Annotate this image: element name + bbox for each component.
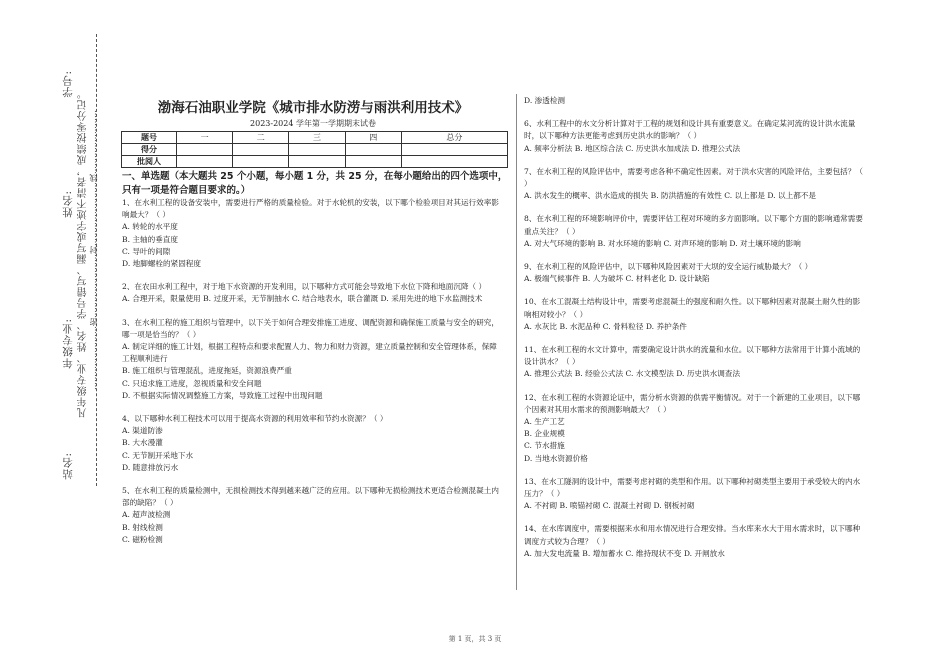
option-text: A. 制定详细的施工计划，根据工程特点和要求配置人力、物力和财力资源，建立质量控制和安全管理体系，保障工程顺利进行 bbox=[122, 342, 497, 364]
question-block bbox=[524, 523, 864, 560]
column-divider bbox=[516, 94, 517, 590]
option-text: A. 不衬砌 B. 喷锚衬砌 C. 混凝土衬砌 D. 钢板衬砌 bbox=[524, 501, 695, 511]
station-label: 站名: bbox=[62, 452, 74, 480]
right-question-list bbox=[524, 118, 864, 560]
score-header-cell: 三 bbox=[289, 132, 345, 144]
option-text: A. 洪水发生的概率、洪水造成的损失 B. 防洪措施的有效性 C. 以上都是 D. 以上都不是 bbox=[524, 191, 816, 201]
option-text: D. 当地水资源价格 bbox=[524, 453, 588, 463]
question-block bbox=[524, 476, 864, 513]
option-text: B. 企业规模 bbox=[524, 429, 565, 439]
question-spacer bbox=[122, 402, 504, 413]
option-text: A. 水灰比 B. 水泥品种 C. 骨料粒径 D. 养护条件 bbox=[524, 321, 687, 331]
option-text: B. 主轴的垂直度 bbox=[122, 234, 178, 244]
question-block bbox=[524, 213, 864, 250]
score-cell[interactable] bbox=[289, 144, 345, 156]
question-text: 6、水利工程中的水文分析计算对于工程的规划和设计具有重要意义。在确定某河流的设计洪水流量时，以下哪种方法更能考虑到历史洪水的影响？（ ） bbox=[524, 119, 856, 141]
score-header-cell: 一 bbox=[177, 132, 233, 144]
reviewer-cell[interactable] bbox=[289, 156, 345, 168]
reviewer-cell[interactable] bbox=[401, 156, 507, 168]
question-spacer bbox=[122, 306, 504, 317]
question-spacer bbox=[524, 285, 864, 296]
option-text: D. 地脚螺栓的紧固程度 bbox=[122, 259, 201, 269]
score-table-header-row bbox=[122, 132, 508, 144]
reviewer-cell[interactable] bbox=[345, 156, 401, 168]
option-text: C. 节水措施 bbox=[524, 441, 565, 451]
name-label: 姓名: bbox=[62, 190, 74, 218]
score-cell[interactable] bbox=[233, 144, 289, 156]
student-id-label: 学号: bbox=[62, 70, 74, 98]
question-text: 4、以下哪种水利工程技术可以用于提高水资源的利用效率和节约水资源？（ ） bbox=[122, 414, 388, 424]
question-block bbox=[524, 166, 864, 203]
reviewer-row bbox=[122, 156, 508, 168]
question-spacer bbox=[524, 202, 864, 213]
question-text: 11、在水利工程的水文计算中，需要确定设计洪水的流量和水位。以下哪种方法常用于计算小流域的设计洪水？（ ） bbox=[524, 345, 861, 367]
question-text: 10、在水工混凝土结构设计中，需要考虑混凝土的强度和耐久性。以下哪种因素对混凝土耐久性的影响相对较小？（ ） bbox=[524, 297, 861, 319]
option-text: C. 磁粉检测 bbox=[122, 534, 163, 544]
reviewer-cell[interactable] bbox=[233, 156, 289, 168]
question-text: 1、在水利工程的设备安装中，需要进行严格的质量检验。对于水轮机的安装，以下哪个检验项目对其运行效率影响最大？（ ） bbox=[122, 198, 499, 220]
option-text: A. 转轮的水平度 bbox=[122, 222, 178, 232]
option-text: C. 导叶的间隙 bbox=[122, 246, 171, 256]
option-text: B. 施工组织与管理混乱，进度拖延，资源浪费严重 bbox=[122, 366, 292, 376]
question-block bbox=[122, 413, 504, 474]
question-text: 7、在水利工程的风险评估中，需要考虑各种不确定性因素。对于洪水灾害的风险评估，主要包括？（ ） bbox=[524, 166, 863, 189]
option-text: A. 加大发电流量 B. 增加蓄水 C. 维持现状不变 D. 开闸放水 bbox=[524, 548, 725, 558]
question-text: 9、在水利工程的风险评估中，以下哪种风险因素对于大坝的安全运行威胁最大？（ ） bbox=[524, 262, 813, 272]
question-block bbox=[122, 281, 504, 305]
score-cell[interactable] bbox=[177, 144, 233, 156]
question-block bbox=[122, 317, 504, 402]
option-text: C. 只追求施工进度，忽视质量和安全问题 bbox=[122, 378, 262, 388]
score-row-label: 得分 bbox=[122, 144, 177, 156]
left-question-column bbox=[122, 197, 504, 546]
option-text: A. 极端气候事件 B. 人为破坏 C. 材料老化 D. 设计缺陷 bbox=[524, 274, 710, 284]
score-row bbox=[122, 144, 508, 156]
score-cell[interactable] bbox=[345, 144, 401, 156]
question-block bbox=[524, 392, 864, 465]
option-text: A. 推理公式法 B. 经验公式法 C. 水文模型法 D. 历史洪水调查法 bbox=[524, 369, 741, 379]
question-text: 13、在水工隧洞的设计中，需要考虑衬砌的类型和作用。以下哪种衬砌类型主要用于承受较大的内水压力？（ ） bbox=[524, 476, 861, 499]
grade-major-label: 年级专业: bbox=[62, 318, 74, 369]
question-text: 8、在水利工程的环境影响评价中，需要评估工程对环境的多方面影响。以下哪个方面的影响通常需要重点关注？（ ） bbox=[524, 214, 863, 236]
exam-title: 渤海石油职业学院《城市排水防涝与雨洪利用技术》 bbox=[157, 100, 469, 116]
score-header-cell: 二 bbox=[233, 132, 289, 144]
option-text: D. 随意排放污水 bbox=[122, 462, 179, 472]
question-block bbox=[524, 296, 864, 333]
question-spacer bbox=[524, 155, 864, 166]
option-text: B. 大水漫灌 bbox=[122, 438, 163, 448]
question-spacer bbox=[122, 270, 504, 281]
question-block bbox=[524, 118, 864, 155]
question-text: 12、在水利工程的水资源论证中，需分析水资源的供需平衡情况。对于一个新建的工业项目，以下哪个因素对其用水需求的预测影响最大？（ ） bbox=[524, 392, 861, 414]
option-text: B. 射线检测 bbox=[122, 522, 163, 532]
score-header-cell: 四 bbox=[345, 132, 401, 144]
question-spacer bbox=[524, 465, 864, 476]
reviewer-row-label: 批阅人 bbox=[122, 156, 177, 168]
option-text: A. 频率分析法 B. 地区综合法 C. 历史洪水加成法 D. 推理公式法 bbox=[524, 143, 741, 153]
question-spacer bbox=[524, 381, 864, 392]
right-question-column bbox=[524, 95, 864, 560]
option-text: A. 生产工艺 bbox=[524, 417, 565, 427]
question-spacer bbox=[524, 333, 864, 344]
question-block bbox=[524, 261, 864, 285]
score-header-cell: 总分 bbox=[401, 132, 507, 144]
score-cell[interactable] bbox=[401, 144, 507, 156]
option-text: A. 渠道防渗 bbox=[122, 426, 163, 436]
question-text: 5、在水利工程的质量检测中，无损检测技术得到越来越广泛的应用。以下哪种无损检测技术更适合检测混凝土内部的缺陷？（ ） bbox=[122, 486, 499, 508]
question-block bbox=[122, 485, 504, 546]
seal-line: ……………………密……………………封……………………线…………………… bbox=[89, 110, 98, 390]
option-text: D. 不根据实际情况调整施工方案，导致施工过程中出现问题 bbox=[122, 390, 323, 400]
question-text: 3、在水利工程的施工组织与管理中，以下关于如何合理安排施工进度、调配资源和确保施工质量与安全的研究，哪一项是恰当的？（ ） bbox=[122, 317, 499, 339]
question-text: 2、在农田水利工程中，对于地下水资源的开发利用，以下哪种方式可能会导致地下水位下降和地面沉降（ ） bbox=[122, 282, 487, 292]
question-text: 14、在水库调度中，需要根据来水和用水情况进行合理安排。当水库来水大于用水需求时，以下哪种调度方式较为合理？（ ） bbox=[524, 524, 861, 546]
question-spacer bbox=[122, 474, 504, 485]
question-spacer bbox=[524, 250, 864, 261]
score-header-cell: 题号 bbox=[122, 132, 177, 144]
option-text: A. 合理开采，限量使用 B. 过度开采，无节制抽水 C. 结合地表水，联合灌溉 D. 采用先进的地下水监测技术 bbox=[122, 294, 483, 304]
binding-instructions: 凡年级专业、姓名、学号错写、漏写或字迹不清者，成绩按零分记。 bbox=[78, 88, 89, 418]
option-text: A. 对大气环境的影响 B. 对水环境的影响 C. 对声环境的影响 D. 对土壤环境的影响 bbox=[524, 238, 801, 248]
option-text: C. 无节制开采地下水 bbox=[122, 450, 194, 460]
exam-subtitle: 2023-2024 学年第一学期期末试卷 bbox=[250, 119, 376, 128]
question-block bbox=[122, 197, 504, 270]
section-heading: 一、单选题（本大题共 25 个小题，每小题 1 分，共 25 分，在每小题给出的四个选项中，只有一项是符合题目要求的。） bbox=[122, 171, 508, 196]
score-table bbox=[121, 131, 508, 168]
page-footer: 第 1 页，共 3 页 bbox=[448, 635, 502, 643]
question-block bbox=[524, 344, 864, 381]
option-text: A. 超声波检测 bbox=[122, 510, 171, 520]
option-text: D. 渗透检测 bbox=[524, 96, 566, 105]
question-spacer bbox=[524, 512, 864, 523]
reviewer-cell[interactable] bbox=[177, 156, 233, 168]
